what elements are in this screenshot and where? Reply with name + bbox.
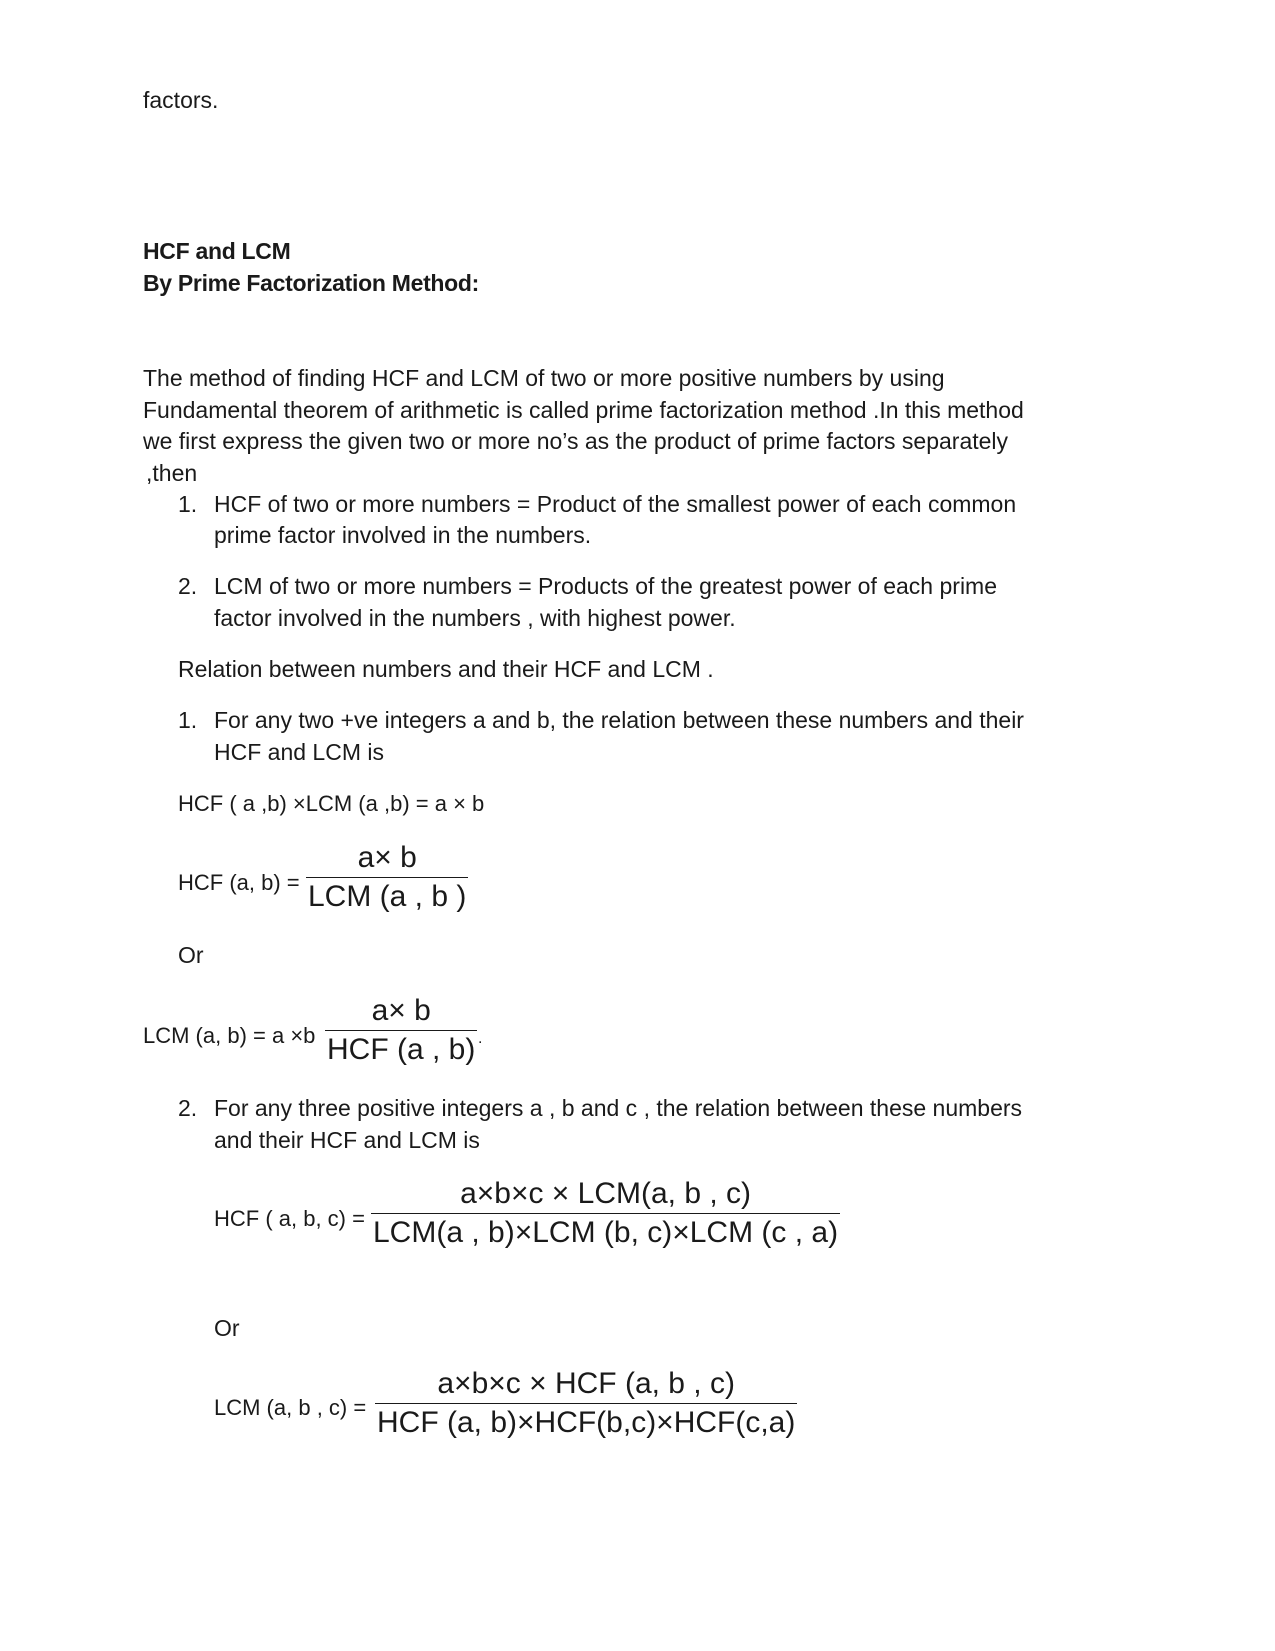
or-text: Or [178,942,204,968]
lcm-three-fraction [375,1366,797,1441]
formula-label: HCF ( a, b, c) = [214,1206,365,1231]
intro-line: ,then [146,460,198,486]
formula-label: LCM (a, b , c) = [214,1395,367,1420]
list-item-line: For any two +ve integers a and b, the relation between these numbers and their [214,707,1024,733]
intro-line: Fundamental theorem of arithmetic is called prime factorization method .In this method [143,397,1024,423]
product-equation: HCF ( a ,b) ×LCM (a ,b) = a × b [178,791,485,816]
fraction-bar [325,1030,477,1031]
hcf-fraction [306,840,468,915]
fraction-numerator: a× b [371,994,431,1027]
list-number: 1. [178,491,198,517]
list-number: 2. [178,1095,198,1121]
fraction-denominator: HCF (a , b) [327,1033,476,1066]
formula-label: HCF (a, b) = [178,870,300,895]
fraction-denominator: LCM(a , b)×LCM (b, c)×LCM (c , a) [373,1216,839,1249]
list-item-line: factor involved in the numbers , with highest power. [214,605,736,631]
list-item-line: For any three positive integers a , b and c , the relation between these numbers [214,1095,1023,1121]
list-item-line: prime factor involved in the numbers. [214,522,592,548]
formula-label: LCM (a, b) = a ×b [143,1023,316,1048]
fraction-bar [371,1213,840,1214]
or-text: Or [214,1315,240,1341]
list-number: 1. [178,707,198,733]
fraction-denominator: HCF (a, b)×HCF(b,c)×HCF(c,a) [377,1406,796,1439]
list-item-line: LCM of two or more numbers = Products of the greatest power of each prime [214,573,997,599]
fraction-bar [306,877,468,878]
section-subtitle: By Prime Factorization Method: [143,270,480,296]
intro-line: The method of finding HCF and LCM of two or more positive numbers by using [143,365,945,391]
fraction-bar [375,1403,797,1404]
fraction-denominator: LCM (a , b ) [308,880,467,913]
relation-heading: Relation between numbers and their HCF and LCM . [178,656,714,682]
fraction-numerator: a×b×c × HCF (a, b , c) [437,1367,735,1400]
continued-text: factors. [143,87,219,113]
intro-line: we first express the given two or more no’s as the product of prime factors separately [143,428,1009,454]
list-number: 2. [178,573,198,599]
list-item-line: HCF and LCM is [214,739,384,765]
trailing-dot: . [478,1030,483,1047]
section-title: HCF and LCM [143,238,291,264]
fraction-numerator: a×b×c × LCM(a, b , c) [460,1177,752,1210]
lcm-fraction [325,993,477,1068]
fraction-numerator: a× b [357,841,417,874]
list-item-line: HCF of two or more numbers = Product of the smallest power of each common [214,491,1017,517]
list-item-line: and their HCF and LCM is [214,1127,480,1153]
hcf-three-fraction [371,1176,840,1251]
